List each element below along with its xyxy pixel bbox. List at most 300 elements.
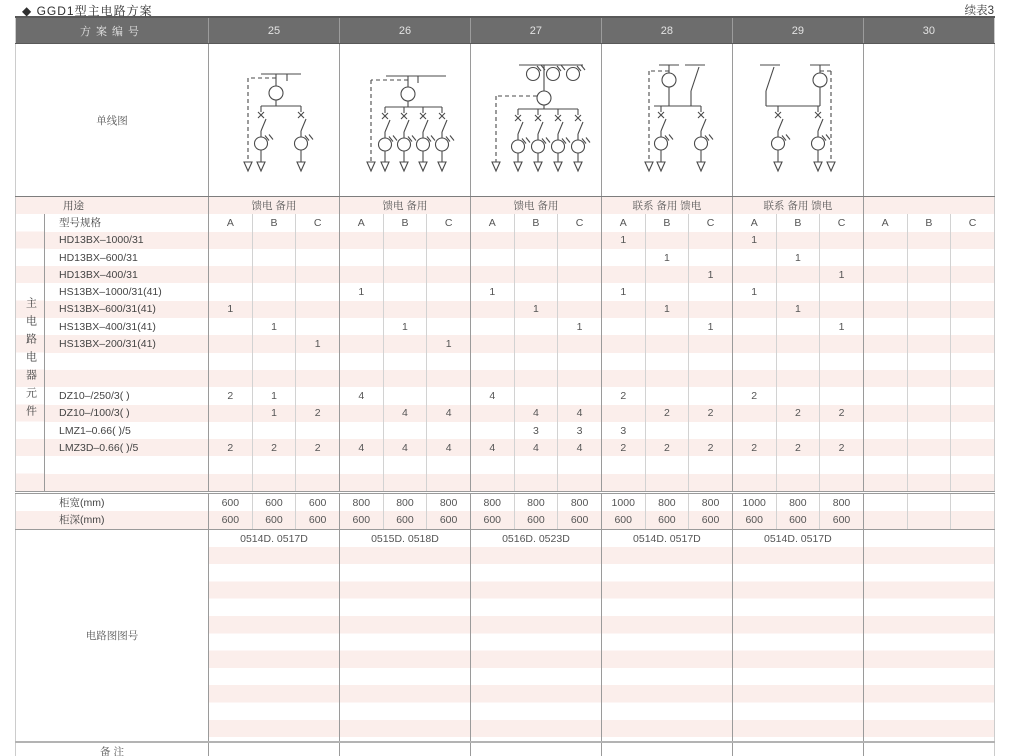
component-row [16,283,995,300]
quantity-cell [601,456,645,473]
quantity-cell: 3 [601,422,645,439]
quantity-cell [601,353,645,370]
quantity-cell [907,439,951,456]
quantity-cell [863,283,907,300]
component-label: DZ10–/250/3( ) [59,389,130,402]
quantity-cell [820,422,864,439]
quantity-cell [820,232,864,249]
quantity-cell: 1 [689,318,733,335]
quantity-cell [427,283,471,300]
quantity-cell: 1 [252,405,296,422]
subcol-header: A [339,214,383,231]
quantity-cell: 1 [732,232,776,249]
quantity-cell [339,422,383,439]
quantity-cell [209,318,253,335]
drawing-number: 0515D. 0518D [339,529,470,742]
scheme-number-header: 方案编号 [16,17,209,44]
quantity-cell [951,439,995,456]
quantity-cell [252,474,296,493]
drawing-number-row [16,529,995,742]
quantity-cell [732,370,776,387]
quantity-cell [776,232,820,249]
quantity-cell [863,370,907,387]
quantity-cell [339,266,383,283]
quantity-cell [645,456,689,473]
quantity-cell: 2 [776,405,820,422]
single-line-diagram-28 [601,44,732,197]
component-label [45,474,209,493]
quantity-cell [296,456,340,473]
table-header-row [16,17,995,44]
quantity-cell [601,335,645,352]
component-row [16,370,995,387]
component-label [45,370,209,387]
quantity-cell [558,335,602,352]
cabinet-depth-row [16,511,995,529]
quantity-cell [296,353,340,370]
quantity-cell [470,266,514,283]
dimension-cell: 800 [427,493,471,512]
quantity-cell: 2 [252,439,296,456]
quantity-cell [296,318,340,335]
quantity-cell [383,474,427,493]
quantity-cell [863,439,907,456]
quantity-cell: 1 [820,318,864,335]
side-label-text: 主电路电器元件 [24,296,37,423]
subcol-header: C [689,214,733,231]
subcol-header: C [558,214,602,231]
quantity-cell [296,422,340,439]
quantity-cell: 2 [601,387,645,404]
quantity-cell [689,474,733,493]
usage-value: 联系 备用 馈电 [601,197,732,215]
component-row [16,266,995,283]
quantity-cell: 1 [689,266,733,283]
dimension-cell [907,511,951,529]
quantity-cell [951,249,995,266]
quantity-cell [863,353,907,370]
quantity-cell: 2 [820,439,864,456]
quantity-cell [252,335,296,352]
quantity-cell: 2 [732,439,776,456]
dimension-cell: 800 [470,493,514,512]
quantity-cell [470,405,514,422]
quantity-cell [383,266,427,283]
quantity-cell: 1 [776,249,820,266]
remark-cell [470,742,601,756]
dimension-cell: 600 [209,493,253,512]
quantity-cell [732,266,776,283]
dimension-cell: 800 [383,493,427,512]
quantity-cell: 4 [558,439,602,456]
dimension-cell: 600 [339,511,383,529]
quantity-cell [558,232,602,249]
subcol-header: B [907,214,951,231]
scheme-25-header: 25 [209,17,340,44]
dimension-cell: 600 [296,511,340,529]
quantity-cell [951,456,995,473]
quantity-cell [907,266,951,283]
component-row [16,439,995,456]
quantity-cell [601,370,645,387]
quantity-cell [732,335,776,352]
quantity-cell [601,474,645,493]
component-label: HD13BX–1000/31 [59,234,144,247]
dimension-cell: 800 [820,493,864,512]
quantity-cell [732,405,776,422]
quantity-cell [820,456,864,473]
quantity-cell [209,266,253,283]
quantity-cell [601,249,645,266]
quantity-cell [907,456,951,473]
quantity-cell [951,318,995,335]
quantity-cell: 1 [558,318,602,335]
quantity-cell [339,249,383,266]
quantity-cell [514,335,558,352]
quantity-cell [339,353,383,370]
quantity-cell [645,387,689,404]
quantity-cell: 1 [645,301,689,318]
quantity-cell [209,283,253,300]
quantity-cell [252,249,296,266]
dimension-cell: 1000 [601,493,645,512]
quantity-cell [209,249,253,266]
usage-value: 馈电 备用 [209,197,340,215]
dimension-cell: 600 [252,493,296,512]
subcol-header: A [209,214,253,231]
quantity-cell: 1 [427,335,471,352]
quantity-cell [339,474,383,493]
quantity-cell [820,249,864,266]
remark-cell [601,742,732,756]
subcol-header: A [732,214,776,231]
quantity-cell: 1 [383,318,427,335]
quantity-cell: 3 [558,422,602,439]
quantity-cell [427,387,471,404]
component-row [16,387,995,404]
component-label: HD13BX–600/31 [59,251,138,264]
subcol-header: A [601,214,645,231]
quantity-cell [209,353,253,370]
quantity-cell [383,335,427,352]
quantity-cell [470,370,514,387]
quantity-cell [558,474,602,493]
drawing-number [863,529,994,742]
quantity-cell [732,353,776,370]
dimension-label: 柜宽(mm) [16,493,209,512]
usage-row-label: 用途 [63,200,84,213]
quantity-cell [470,474,514,493]
page-title: ◆ GGD1型主电路方案 [22,4,153,18]
quantity-cell: 4 [383,439,427,456]
quantity-cell [863,232,907,249]
quantity-cell [951,474,995,493]
single-line-diagram-26 [339,44,470,197]
dimension-cell: 600 [252,511,296,529]
subcol-header: B [645,214,689,231]
quantity-cell [252,283,296,300]
quantity-cell [732,318,776,335]
quantity-cell [863,249,907,266]
quantity-cell [514,353,558,370]
quantity-cell [820,370,864,387]
quantity-cell [339,232,383,249]
quantity-cell [470,232,514,249]
quantity-cell [383,456,427,473]
component-row [16,422,995,439]
quantity-cell: 1 [601,283,645,300]
quantity-cell [689,301,733,318]
quantity-cell: 1 [209,301,253,318]
page-header [0,0,1014,16]
dimension-cell: 600 [689,511,733,529]
quantity-cell [339,335,383,352]
subcol-header: C [427,214,471,231]
drawing-row-label: 电路图图号 [16,529,209,742]
quantity-cell [383,370,427,387]
quantity-cell [296,301,340,318]
quantity-cell [776,422,820,439]
quantity-cell: 2 [820,405,864,422]
component-label [45,456,209,473]
quantity-cell [863,335,907,352]
subcol-header: A [863,214,907,231]
dimension-cell: 600 [558,511,602,529]
single-line-diagram-row [16,44,995,197]
quantity-cell [601,266,645,283]
quantity-cell [645,422,689,439]
remark-cell [863,742,994,756]
component-label: LMZ3D–0.66( )/5 [59,441,139,454]
quantity-cell [209,456,253,473]
quantity-cell: 4 [427,439,471,456]
dimension-cell: 600 [427,511,471,529]
quantity-cell [209,405,253,422]
remark-row-label: 备 注 [16,742,209,756]
quantity-cell [514,387,558,404]
quantity-cell [470,335,514,352]
component-label: LMZ1–0.66( )/5 [59,424,131,437]
quantity-cell: 1 [732,283,776,300]
quantity-cell [427,318,471,335]
quantity-cell [296,283,340,300]
quantity-cell: 2 [296,405,340,422]
quantity-cell [209,370,253,387]
dimension-cell [951,493,995,512]
quantity-cell: 1 [296,335,340,352]
component-label: HS13BX–600/31(41) [59,303,156,316]
quantity-cell [732,249,776,266]
quantity-cell [907,318,951,335]
quantity-cell [383,301,427,318]
quantity-cell [514,266,558,283]
quantity-cell [689,456,733,473]
quantity-cell [951,283,995,300]
component-row [16,301,995,318]
quantity-cell [427,266,471,283]
quantity-cell [383,353,427,370]
quantity-cell [514,232,558,249]
quantity-cell: 4 [339,439,383,456]
quantity-cell [732,301,776,318]
quantity-cell [558,370,602,387]
component-label: HS13BX–400/31(41) [59,320,156,333]
component-row [16,232,995,249]
dimension-cell: 600 [514,511,558,529]
dimension-cell [863,493,907,512]
quantity-cell [863,405,907,422]
component-row [16,318,995,335]
quantity-cell [339,370,383,387]
quantity-cell [427,301,471,318]
quantity-cell [339,318,383,335]
dimension-cell: 600 [732,511,776,529]
quantity-cell: 1 [252,318,296,335]
quantity-cell: 1 [514,301,558,318]
quantity-cell: 4 [558,405,602,422]
single-line-diagram-30 [863,44,994,197]
quantity-cell [689,232,733,249]
quantity-cell [689,422,733,439]
subcol-header: B [252,214,296,231]
dimension-cell: 800 [558,493,602,512]
quantity-cell [514,456,558,473]
quantity-cell [907,353,951,370]
quantity-cell: 1 [252,387,296,404]
component-row [16,405,995,422]
single-line-diagram-29 [732,44,863,197]
side-vertical-label [16,214,45,492]
quantity-cell: 1 [601,232,645,249]
dimension-cell: 600 [601,511,645,529]
remark-cell [339,742,470,756]
quantity-cell [820,387,864,404]
quantity-cell [252,456,296,473]
quantity-cell [558,387,602,404]
quantity-cell [907,301,951,318]
quantity-cell [383,249,427,266]
quantity-cell [776,370,820,387]
subcol-header: B [514,214,558,231]
dimension-cell [863,511,907,529]
quantity-cell [514,283,558,300]
subcol-header: C [951,214,995,231]
dimension-cell: 600 [209,511,253,529]
quantity-cell [907,405,951,422]
scheme-26-header: 26 [339,17,470,44]
quantity-cell [645,266,689,283]
dimension-cell [907,493,951,512]
component-row [16,456,995,473]
quantity-cell [951,422,995,439]
quantity-cell [776,266,820,283]
quantity-cell [252,301,296,318]
quantity-cell: 4 [514,439,558,456]
quantity-cell [776,387,820,404]
quantity-cell: 4 [383,405,427,422]
quantity-cell [514,249,558,266]
quantity-cell [209,232,253,249]
quantity-cell [558,266,602,283]
quantity-cell [820,353,864,370]
quantity-cell [645,370,689,387]
quantity-cell [907,387,951,404]
quantity-cell: 2 [601,439,645,456]
subcol-header: C [296,214,340,231]
quantity-cell [951,301,995,318]
single-line-diagram-25 [209,44,340,197]
quantity-cell [296,370,340,387]
quantity-cell: 1 [820,266,864,283]
dimension-cell: 600 [296,493,340,512]
quantity-cell [427,456,471,473]
quantity-cell [252,370,296,387]
quantity-cell [689,335,733,352]
quantity-cell [296,266,340,283]
quantity-cell [209,474,253,493]
quantity-cell: 2 [645,405,689,422]
component-label: DZ10–/100/3( ) [59,407,130,420]
component-label: HS13BX–200/31(41) [59,338,156,351]
quantity-cell [209,422,253,439]
quantity-cell [470,422,514,439]
quantity-cell [820,301,864,318]
quantity-cell [732,456,776,473]
quantity-cell [951,405,995,422]
scheme-30-header: 30 [863,17,994,44]
quantity-cell [427,249,471,266]
quantity-cell [558,283,602,300]
quantity-cell [470,301,514,318]
quantity-cell [252,266,296,283]
quantity-cell: 2 [645,439,689,456]
quantity-cell [776,474,820,493]
quantity-cell [951,370,995,387]
quantity-cell [776,456,820,473]
component-label: HD13BX–400/31 [59,268,138,281]
quantity-cell: 1 [470,283,514,300]
quantity-cell [470,456,514,473]
quantity-cell [776,353,820,370]
quantity-cell [339,405,383,422]
quantity-cell: 2 [209,387,253,404]
quantity-cell [514,370,558,387]
quantity-cell [645,232,689,249]
quantity-cell [732,474,776,493]
quantity-cell [427,353,471,370]
quantity-cell [558,301,602,318]
spec-header-row [16,214,995,231]
dimension-cell [951,511,995,529]
remark-row [16,742,995,756]
quantity-cell [645,318,689,335]
quantity-cell [776,283,820,300]
quantity-cell [339,456,383,473]
quantity-cell [209,335,253,352]
quantity-cell [296,387,340,404]
quantity-cell [558,456,602,473]
quantity-cell [383,283,427,300]
remark-cell [209,742,340,756]
dimension-cell: 800 [514,493,558,512]
quantity-cell [296,249,340,266]
quantity-cell [863,456,907,473]
quantity-cell [776,335,820,352]
quantity-cell [296,232,340,249]
dimension-cell: 800 [645,493,689,512]
quantity-cell [732,422,776,439]
quantity-cell: 1 [645,249,689,266]
